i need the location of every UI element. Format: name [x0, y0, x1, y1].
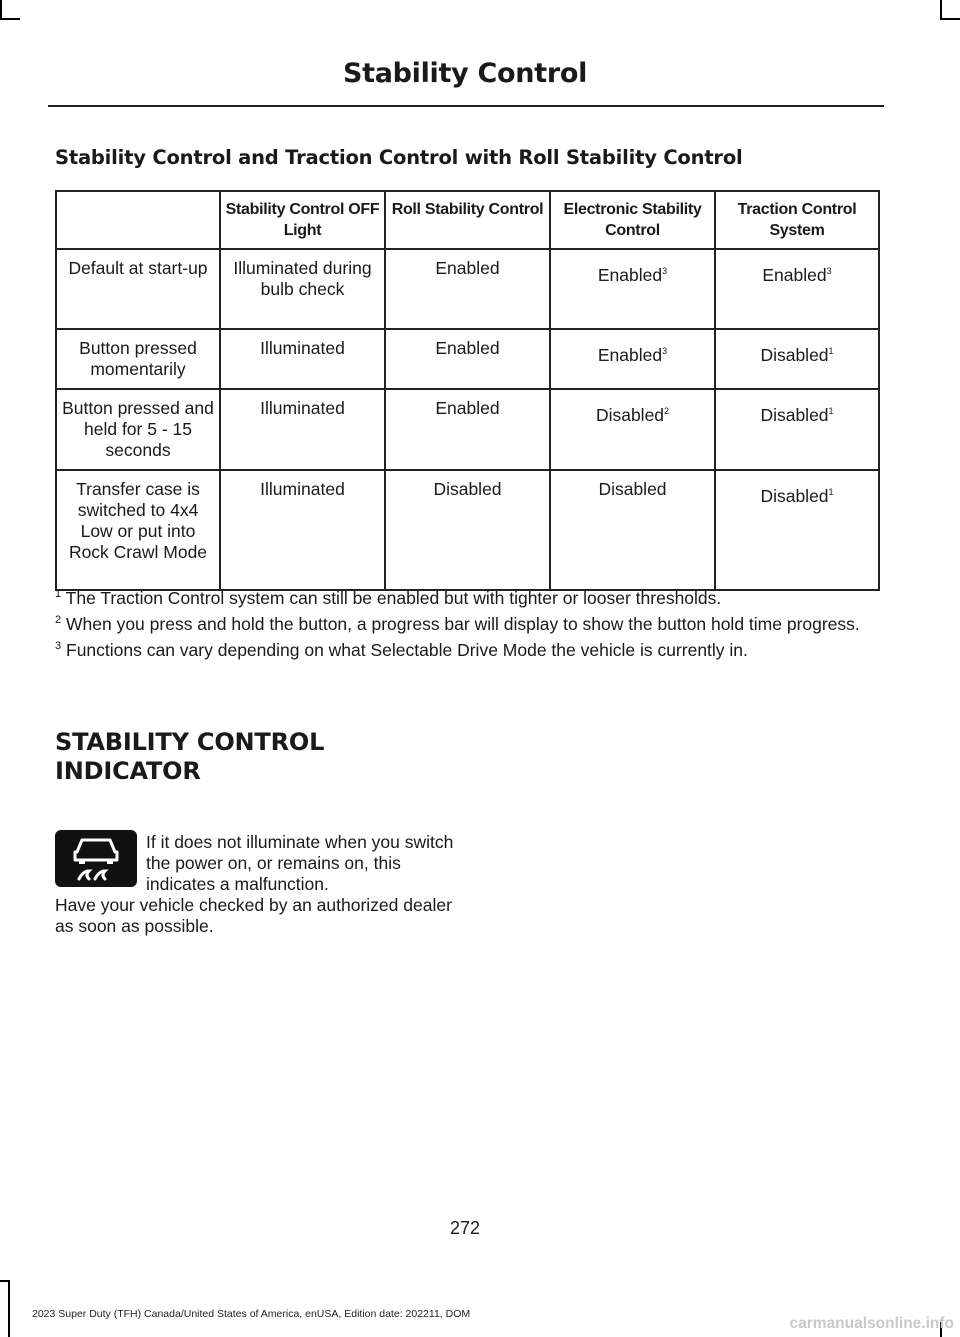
- footnote: $^2$ When you press and hold the button, a progress bar will display to show the button hold time progress.: [55, 614, 860, 634]
- watermark: carmanualsonline.info: [789, 1315, 954, 1332]
- tcs-cell: Enabled$^3$: [715, 249, 879, 329]
- row-label: Button pressed and held for 5 - 15 seconds: [56, 389, 220, 470]
- roll-stability-cell: Enabled: [385, 329, 550, 389]
- footnote-ref: 2: [664, 406, 670, 417]
- stability-control-skid-icon: [55, 830, 137, 887]
- crop-mark-top-left-h: [0, 18, 20, 20]
- indicator-description-continued: Have your vehicle checked by an authorized dealer as soon as possible.: [55, 895, 452, 936]
- off-light-cell: Illuminated: [220, 470, 385, 590]
- indicator-description: If it does not illuminate when you switch the power on, or remains on, this indicates a malfunction.: [146, 832, 454, 894]
- table-row: [56, 249, 879, 329]
- stability-modes-table: [55, 190, 880, 591]
- footnote-ref: 3: [662, 346, 668, 357]
- off-light-cell: Illuminated: [220, 389, 385, 470]
- table-header-cell: Roll Stability Control: [385, 191, 550, 249]
- footnote: $^1$ The Traction Control system can still be enabled but with tighter or looser thresholds.: [55, 588, 722, 608]
- table-row: [56, 329, 879, 389]
- section-title: Stability Control and Traction Control with Roll Stability Control: [55, 146, 743, 169]
- table-header-cell: Electronic Stability Control: [550, 191, 715, 249]
- footnote-ref: 1: [828, 346, 834, 357]
- roll-stability-cell: Enabled: [385, 389, 550, 470]
- esc-cell: Disabled: [550, 470, 715, 590]
- table-row: [56, 470, 879, 590]
- esc-cell: Enabled$^3$: [550, 249, 715, 329]
- off-light-cell: Illuminated: [220, 329, 385, 389]
- footnote-ref: 3: [662, 266, 668, 277]
- off-light-cell: Illuminated during bulb check: [220, 249, 385, 329]
- row-label: Button pressed momentarily: [56, 329, 220, 389]
- row-label: Default at start-up: [56, 249, 220, 329]
- footnote-ref: 1: [828, 406, 834, 417]
- esc-cell: Disabled$^2$: [550, 389, 715, 470]
- table-header-cell: [56, 191, 220, 249]
- crop-mark-top-right-h: [940, 18, 960, 20]
- page-number: 272: [449, 1218, 481, 1238]
- indicator-heading: STABILITY CONTROL INDICATOR: [55, 728, 325, 785]
- footnote-ref: 1: [828, 487, 834, 498]
- header-divider: [48, 105, 884, 107]
- row-label: Transfer case is switched to 4x4 Low or put into Rock Crawl Mode: [56, 470, 220, 590]
- roll-stability-cell: Disabled: [385, 470, 550, 590]
- crop-mark-top-right: [940, 0, 942, 20]
- footnote: $^3$ Functions can vary depending on what Selectable Drive Mode the vehicle is currently in.: [55, 640, 748, 660]
- crop-mark-bottom-left: [8, 1280, 10, 1337]
- table-row: [56, 389, 879, 470]
- footnotes: [55, 588, 885, 666]
- roll-stability-cell: Enabled: [385, 249, 550, 329]
- table-header-cell: Stability Control OFF Light: [220, 191, 385, 249]
- crop-mark-bottom-left-h: [0, 1280, 10, 1282]
- tcs-cell: Disabled$^1$: [715, 389, 879, 470]
- footnote-ref: 3: [826, 266, 832, 277]
- tcs-cell: Disabled$^1$: [715, 470, 879, 590]
- crop-mark-top-left: [0, 0, 2, 20]
- table-header-row: [56, 191, 879, 249]
- table-header-cell: Traction Control System: [715, 191, 879, 249]
- edition-footer: 2023 Super Duty (TFH) Canada/United States of America, enUSA, Edition date: 202211, DOM: [32, 1308, 471, 1320]
- page-header-title: Stability Control: [342, 58, 588, 89]
- esc-cell: Enabled$^3$: [550, 329, 715, 389]
- tcs-cell: Disabled$^1$: [715, 329, 879, 389]
